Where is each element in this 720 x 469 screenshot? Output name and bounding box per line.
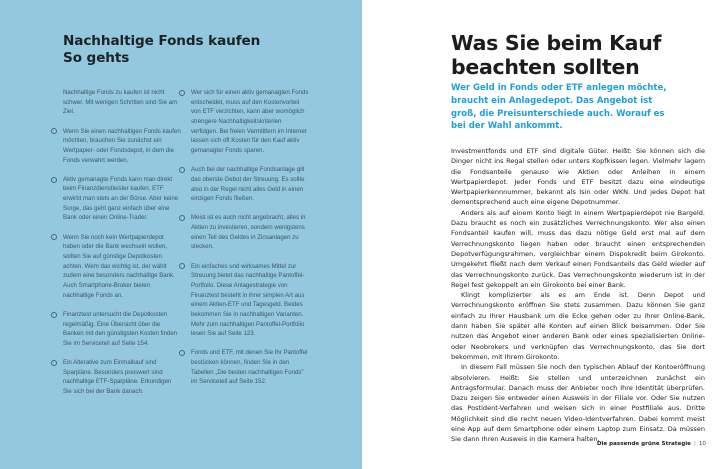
bullet-text: Auch bei der nachhaltige Fondsanlage gilt das oberste Gebot der Streuung. Es sollte also in der Regel nicht alles Geld in einen einzigen Fonds fließen. [191,166,305,203]
bullet-item [63,175,181,223]
bullet-item [63,358,181,397]
page-number: 10 [698,441,706,447]
bullet-text: Finanztest untersucht die Depotkosten regelmäßig. Eine Übersicht über die Banken mit den günstigsten Kosten finden Sie im Serviceteil auf Seite 154. [63,310,178,347]
circle-bullet-icon [51,128,57,134]
circle-bullet-icon [179,350,185,356]
bullet-item [191,88,309,156]
bullet-text: Fonds und ETF, mit denen Sie Ihr Pantoffel bestücken können, finden Sie in den Tabellen „Die besten nachhaltigen Fonds" im Serviceteil auf Seite 152. [191,349,308,386]
left-column-a [63,88,181,406]
body-paragraph: In diesem Fall müssen Sie noch den typischen Ablauf der Kontoeröffnung absolvieren. Heißt: Sie stellen und unterzeichnen zunächst ein Antragsformular. Danach muss der Anbieter noch Ihre Identität überprüfen. Dazu zeigen Sie entweder einen Ausweis in der Filiale vor. Oder Sie nutzen das Postident-Verfahren und weisen sich in einer Postfiliale aus. Dritte Möglichkeit sind die recht neuen Video-Identverfahren. Dabei kommt meist eine App auf dem Smartphone oder einem Laptop zum Einsatz. Da müssen Sie dann Ihren Ausweis in die Kamera halten. [451,363,705,444]
page-footer [597,441,706,447]
bullet-text: Wenn Sie einen nachhaltigen Fonds kaufen möchten, brauchen Sie zunächst ein Wertpapier- oder Fondsdepot, in dem die Fonds verwahrt werden. [63,127,181,164]
right-title-line-1: Was Sie beim Kauf [451,31,662,55]
circle-bullet-icon [51,234,57,240]
left-page-title [63,33,303,67]
bullet-item [191,213,309,252]
bullet-item [191,165,309,204]
circle-bullet-icon [179,167,185,173]
lead-line: groß, die Preisunterschiede auch. Worauf es [451,108,665,119]
circle-bullet-icon [179,215,185,221]
bullet-text: Ein einfaches und wirksames Mittel zur Streuung bietet das nachhaltige Pantoffel-Portfolio. Diese Anlagestrategie von Finanztest besteht in ihrer simplen Art aus einem Aktien-ETF und Tagesgeld. Beides bekommen Sie in nachhaltigen Varianten. Mehr zum nachhaltigen Pantoffel-Portfolio lesen Sie auf Seite 123. [191,262,305,338]
lead-line: bei der Wahl ankommt. [451,121,563,132]
bullet-text: Wenn Sie noch kein Wertpapierdepot haben oder die Bank wechseln wollen, sollten Sie auf günstige Depotkosten achten. Wem das wichtig ist, der wählt zudem eine besonders nachhaltige Bank. Auch Smartphone-Broker bieten nachhaltige Fonds an. [63,233,175,299]
bullet-item [191,348,309,387]
intro-paragraph: Nachhaltige Fonds zu kaufen ist nicht schwer. Mit wenigen Schritten sind Sie am Ziel. [63,89,178,116]
bullet-text: Ein Alterative zum Einmalkauf sind Sparpläne. Besonders preiswert sind nachhaltige ETF-Sparpläne. Erkundigen Sie sich bei der Bank danach. [63,359,172,396]
footer-separator: | [693,441,696,447]
circle-bullet-icon [51,177,57,183]
right-page-title [451,31,661,79]
body-text [451,146,705,445]
circle-bullet-icon [51,312,57,318]
left-title-line-2: So gehts [63,50,130,66]
bullet-text: Meist ist es auch nicht angebracht, alles in Aktien zu investieren, sondern wenigstens einen Teil des Geldes in Zinsanlagen zu stecken. [191,214,306,251]
circle-bullet-icon [51,360,57,366]
body-paragraph: Klingt komplizierter als es am Ende ist. Denn Depot und Verrechnungskonto eröffnen Sie stets zusammen. Dazu können Sie ganz einfach zu Ihrer Hausbank um die Ecke gehen oder zu ihrer Online-Bank, dann haben Sie später alle Konten auf einen Blick beisammen. Oder Sie nutzen das Angebot einer anderen Bank oder eines spezialisierten Online- oder Neobrokers und verknüpfen das Verrechnungskonto, das Sie dort bekommen, mit Ihrem Girokonto. [451,291,705,361]
footer-section-title: Die passende grüne Strategie [596,441,691,447]
left-title-line-1: Nachhaltige Fonds kaufen [63,33,261,49]
lead-line: Wer Geld in Fonds oder ETF anlegen möchte, [451,83,667,93]
bullet-item [63,310,181,349]
right-title-line-2: beachten sollten [451,55,640,79]
bullet-text: Aktiv gemanagte Fonds kann man direkt beim Finanzdienstleister kaufen, ETF erwirbt man stets an der Börse. Aber keine Sorge, das geht ganz einfach über eine Bank oder einen Online-Trader. [63,175,179,222]
bullet-item [63,233,181,301]
lead-line: braucht ein Anlagedepot. Das Angebot ist [451,95,653,106]
bullet-item [63,127,181,166]
bullet-item [191,262,309,339]
body-paragraph: Investmentfonds und ETF sind digitale Güter. Heißt: Sie können sich die Dinger nicht ins Regal stellen oder unters Kopfkissen legen. Vielmehr lagern die Fondsanteile genauso wie Aktien oder Anleihen in einem Wertpapierdepot. Jeder Fonds und ETF besitzt dazu eine eindeutige Wertpapierkennnummer, bekannt als Isin oder WKN. Und jedes Depot hat dementsprechend auch eine eigene Depotnummer. [451,147,705,207]
bullet-text: Wer sich für einen aktiv gemanagten Fonds entscheidet, muss auf den Kostenvorteil von ETF verzichten, kann aber womöglich strengere Nachhaltigkeitskriterien verfolgen. Bei freien Vermittlern im Internet lassen sich oft Kosten für den Kauf aktiv gemanagter Fonds sparen. [191,89,309,154]
lead-paragraph [451,82,691,133]
left-column-b [191,88,309,397]
circle-bullet-icon [179,90,185,96]
circle-bullet-icon [179,263,185,269]
body-paragraph: Anders als auf einem Konto liegt in einem Wertpapierdepot nie Bargeld. Dazu braucht es noch ein zusätzliches Verrechnungskonto. Wer also einen Fondsanteil kaufen will, muss das dazu nötige Geld erst mal auf dem Verrechnungskonto liegen haben oder braucht einen entsprechenden Depotverfügungsrahmen, vergleichbar einem Dispokredit beim Girokonto. Umgekehrt fließt nach dem Verkauf einen Fondsanteils das Geld wieder auf das Verrechnungskonto zurück. Das Verrechnungskonto wiederum ist in der Regel fest gekoppelt an ein Girokonto bei einer Bank. [451,208,705,289]
